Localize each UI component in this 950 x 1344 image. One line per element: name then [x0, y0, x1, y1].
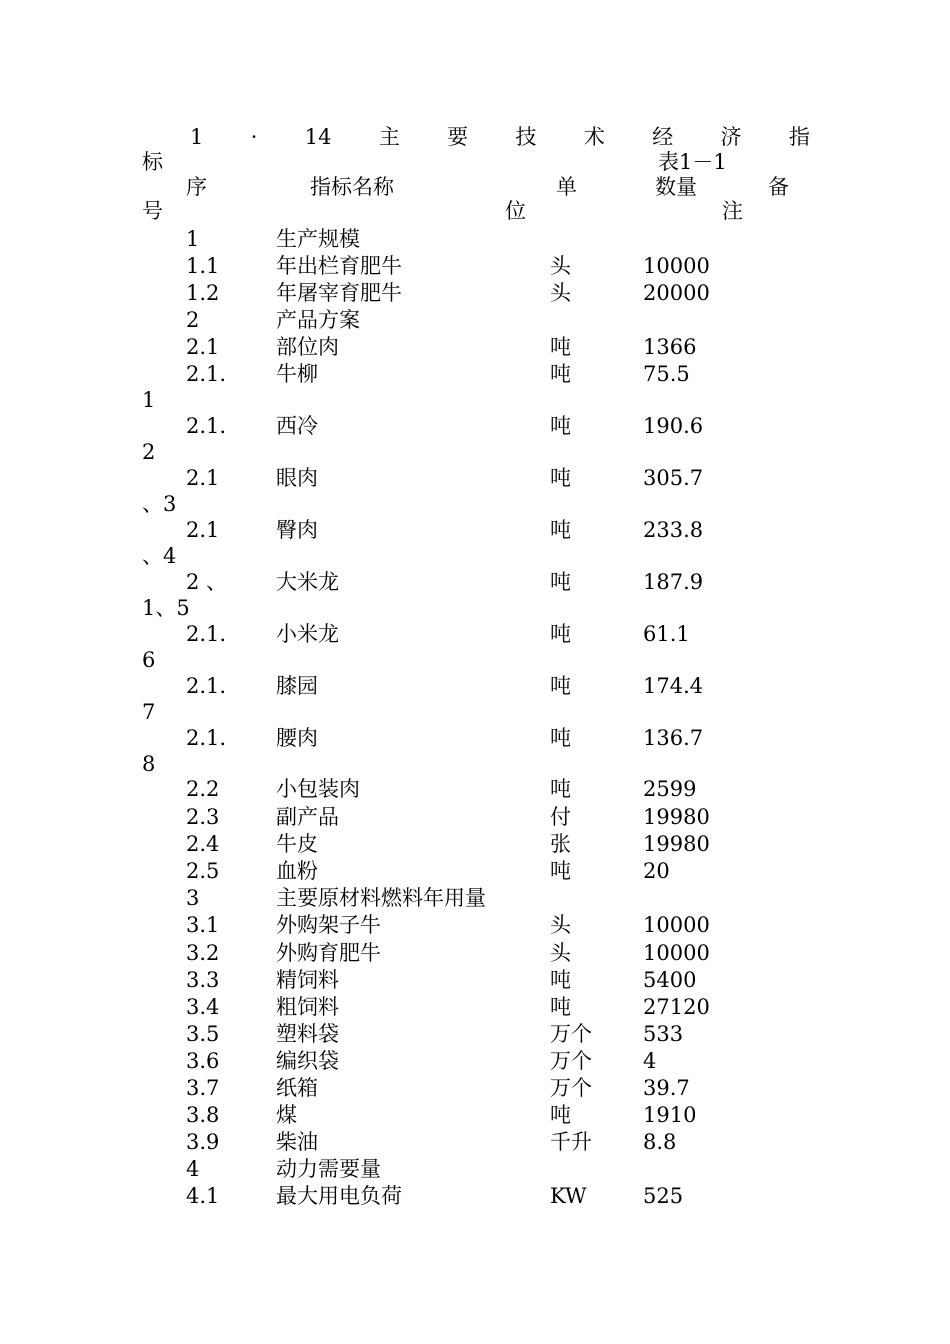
row-number: 3.3	[186, 968, 220, 992]
table-row	[0, 1156, 950, 1182]
row-quantity: 190.6	[643, 414, 704, 438]
row-name: 小包装肉	[276, 777, 360, 801]
row-number-wrap: 、3	[142, 492, 177, 516]
row-number: 3.2	[186, 941, 220, 965]
row-number: 3.6	[186, 1049, 220, 1073]
row-number: 2.1	[186, 335, 220, 359]
row-unit: 万个	[550, 1022, 592, 1046]
row-number-wrap: 1、5	[142, 596, 190, 620]
row-quantity: 305.7	[643, 466, 704, 490]
row-unit: 千升	[550, 1130, 592, 1154]
row-quantity: 20000	[643, 281, 710, 305]
row-unit: 吨	[550, 622, 571, 646]
row-quantity: 8.8	[643, 1130, 677, 1154]
table-number: 表1－1	[658, 150, 727, 174]
row-quantity: 27120	[643, 995, 710, 1019]
row-name: 编织袋	[276, 1049, 339, 1073]
row-quantity: 61.1	[643, 622, 690, 646]
row-quantity: 75.5	[643, 362, 690, 386]
row-quantity: 533	[643, 1022, 684, 1046]
row-unit: 吨	[550, 995, 571, 1019]
table-row	[0, 280, 950, 306]
row-name: 产品方案	[276, 308, 360, 332]
row-number: 2	[186, 308, 200, 332]
row-unit: 吨	[550, 859, 571, 883]
row-quantity: 136.7	[643, 726, 704, 750]
table-row	[0, 967, 950, 993]
title-char: 术	[583, 125, 605, 149]
row-number: 1	[186, 227, 200, 251]
row-name: 西冷	[276, 414, 318, 438]
row-name: 生产规模	[276, 227, 360, 251]
row-number: 3.1	[186, 913, 220, 937]
row-name: 小米龙	[276, 622, 339, 646]
row-number: 3	[186, 886, 200, 910]
row-unit: 吨	[550, 466, 571, 490]
row-number-wrap: 7	[142, 700, 156, 724]
row-number: 2 、	[186, 570, 228, 594]
row-number: 2.1.	[186, 674, 227, 698]
row-unit: 张	[550, 832, 571, 856]
header-no-top: 序	[186, 175, 207, 199]
row-number: 2.3	[186, 805, 220, 829]
row-name: 外购育肥牛	[276, 941, 381, 965]
row-quantity: 174.4	[643, 674, 704, 698]
row-number: 4	[186, 1157, 200, 1181]
row-number: 3.5	[186, 1022, 220, 1046]
title-char: 要	[447, 125, 469, 149]
table-row	[0, 1102, 950, 1128]
row-number: 3.8	[186, 1103, 220, 1127]
table-row	[0, 1075, 950, 1101]
row-name: 精饲料	[276, 968, 339, 992]
row-number: 4.1	[186, 1184, 220, 1208]
row-name: 膝园	[276, 674, 318, 698]
row-name: 大米龙	[276, 570, 339, 594]
row-unit: 吨	[550, 1103, 571, 1127]
table-row	[0, 1048, 950, 1074]
table-row	[0, 517, 950, 543]
table-row	[0, 307, 950, 333]
table-row	[0, 1183, 950, 1209]
row-number-wrap: 8	[142, 752, 156, 776]
row-unit: 吨	[550, 362, 571, 386]
row-name: 牛柳	[276, 362, 318, 386]
row-name: 年出栏育肥牛	[276, 254, 402, 278]
row-quantity: 19980	[643, 832, 710, 856]
row-unit: 吨	[550, 570, 571, 594]
row-unit: 吨	[550, 414, 571, 438]
row-quantity: 20	[643, 859, 670, 883]
row-number: 3.7	[186, 1076, 220, 1100]
row-name: 塑料袋	[276, 1022, 339, 1046]
table-row	[0, 885, 950, 911]
row-name: 煤	[276, 1103, 297, 1127]
title-char: 主	[378, 125, 400, 149]
title-char: 经	[652, 125, 674, 149]
table-row	[0, 361, 950, 387]
row-quantity: 5400	[643, 968, 697, 992]
row-number: 2.1.	[186, 726, 227, 750]
title-char: 14	[304, 125, 332, 149]
row-name: 腰肉	[276, 726, 318, 750]
header-unit-bottom: 位	[505, 199, 526, 223]
table-row	[0, 334, 950, 360]
title-char: 技	[515, 125, 537, 149]
table-row	[0, 253, 950, 279]
table-row	[0, 994, 950, 1020]
row-quantity: 39.7	[643, 1076, 690, 1100]
row-number: 3.4	[186, 995, 220, 1019]
row-number: 2.1.	[186, 414, 227, 438]
row-number: 2.1	[186, 466, 220, 490]
table-row	[0, 621, 950, 647]
header-note-bottom: 注	[722, 199, 743, 223]
title-char: 1	[190, 125, 204, 149]
table-row	[0, 776, 950, 802]
row-quantity: 1366	[643, 335, 697, 359]
table-row	[0, 673, 950, 699]
row-name: 动力需要量	[276, 1157, 381, 1181]
row-unit: 吨	[550, 726, 571, 750]
row-name: 粗饲料	[276, 995, 339, 1019]
row-name: 年屠宰育肥牛	[276, 281, 402, 305]
table-row	[0, 1021, 950, 1047]
title-wrap: 标	[142, 150, 163, 174]
row-number: 1.2	[186, 281, 220, 305]
row-quantity: 19980	[643, 805, 710, 829]
table-row	[0, 940, 950, 966]
row-unit: 吨	[550, 968, 571, 992]
table-row	[0, 725, 950, 751]
row-number-wrap: 2	[142, 440, 156, 464]
row-number-wrap: 6	[142, 648, 156, 672]
table-row	[0, 465, 950, 491]
table-row	[0, 831, 950, 857]
section-title	[190, 124, 810, 150]
row-unit: 头	[550, 281, 571, 305]
row-number: 2.4	[186, 832, 220, 856]
title-char: ·	[250, 125, 258, 149]
title-char: 济	[720, 125, 742, 149]
table-row	[0, 912, 950, 938]
row-number: 2.5	[186, 859, 220, 883]
row-unit: KW	[550, 1184, 587, 1208]
table-row	[0, 569, 950, 595]
header-note-top: 备	[768, 175, 789, 199]
row-unit: 头	[550, 941, 571, 965]
row-unit: 吨	[550, 518, 571, 542]
row-number-wrap: 、4	[142, 544, 177, 568]
table-row	[0, 804, 950, 830]
row-name: 柴油	[276, 1130, 318, 1154]
row-unit: 吨	[550, 335, 571, 359]
table-row	[0, 1129, 950, 1155]
row-number: 2.2	[186, 777, 220, 801]
header-unit-top: 单	[556, 175, 577, 199]
row-name: 血粉	[276, 859, 318, 883]
table-row	[0, 413, 950, 439]
row-name: 纸箱	[276, 1076, 318, 1100]
row-name: 最大用电负荷	[276, 1184, 402, 1208]
row-number: 1.1	[186, 254, 220, 278]
row-quantity: 233.8	[643, 518, 704, 542]
row-quantity: 2599	[643, 777, 697, 801]
row-quantity: 10000	[643, 941, 710, 965]
row-unit: 吨	[550, 777, 571, 801]
header-name: 指标名称	[310, 175, 394, 199]
table-row	[0, 858, 950, 884]
header-qty: 数量	[655, 175, 697, 199]
row-quantity: 525	[643, 1184, 684, 1208]
row-name: 部位肉	[276, 335, 339, 359]
row-unit: 头	[550, 913, 571, 937]
row-quantity: 4	[643, 1049, 657, 1073]
row-quantity: 1910	[643, 1103, 697, 1127]
row-quantity: 187.9	[643, 570, 704, 594]
row-quantity: 10000	[643, 254, 710, 278]
row-unit: 万个	[550, 1076, 592, 1100]
row-name: 主要原材料燃料年用量	[276, 886, 486, 910]
row-name: 眼肉	[276, 466, 318, 490]
row-name: 臀肉	[276, 518, 318, 542]
row-name: 副产品	[276, 805, 339, 829]
row-number: 2.1.	[186, 362, 227, 386]
header-no-bottom: 号	[142, 199, 163, 223]
title-char: 指	[788, 125, 810, 149]
row-number: 3.9	[186, 1130, 220, 1154]
row-name: 外购架子牛	[276, 913, 381, 937]
row-unit: 万个	[550, 1049, 592, 1073]
row-name: 牛皮	[276, 832, 318, 856]
row-number: 2.1	[186, 518, 220, 542]
row-unit: 吨	[550, 674, 571, 698]
row-quantity: 10000	[643, 913, 710, 937]
table-row	[0, 226, 950, 252]
row-unit: 付	[550, 805, 571, 829]
row-number: 2.1.	[186, 622, 227, 646]
row-unit: 头	[550, 254, 571, 278]
row-number-wrap: 1	[142, 388, 156, 412]
